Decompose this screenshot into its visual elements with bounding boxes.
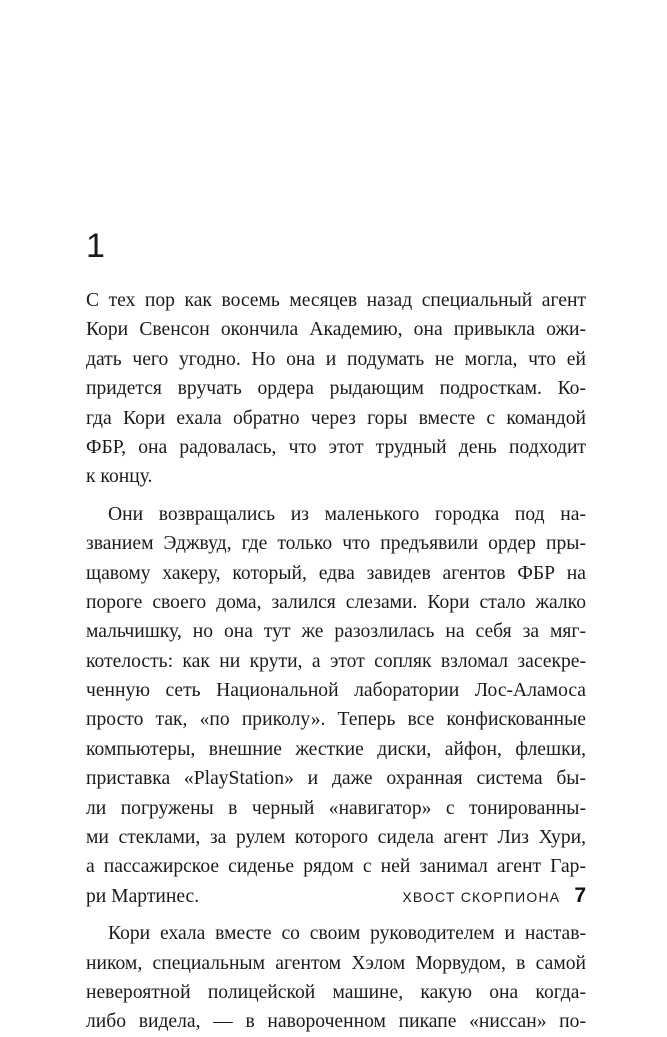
chapter-number: 1: [86, 227, 105, 265]
text-line: ри Мартинес.: [86, 885, 200, 907]
body-text: [86, 286, 586, 1037]
page-footer: [402, 884, 586, 908]
text-line: приставка «PlayStation» и даже охранная система бы-: [86, 768, 586, 790]
text-line: званием Эджвуд, где только что предъявили ордер пры-: [86, 533, 586, 555]
text-line: к концу.: [86, 466, 153, 488]
paragraph-gap: [86, 911, 586, 919]
running-title: ХВОСТ СКОРПИОНА: [402, 889, 561, 905]
text-line: Кори ехала вместе со своим руководителем и настав-: [108, 923, 586, 945]
text-line: а пассажирское сиденье рядом с ней занимал агент Гар-: [86, 856, 586, 878]
text-line: пороге своего дома, залился слезами. Кори стало жалко: [86, 591, 586, 613]
text-line: дать чего угодно. Но она и подумать не могла, что ей: [86, 348, 586, 370]
text-line: мальчишку, но она тут же разозлилась на себя за мяг-: [86, 621, 586, 643]
text-line: ми стеклами, за рулем которого сидела агент Лиз Хури,: [86, 827, 586, 849]
text-line: Они возвращались из маленького городка под на-: [108, 503, 586, 525]
text-line: котелость: как ни крути, а этот сопляк взломал засекре-: [86, 650, 586, 672]
text-line: С тех пор как восемь месяцев назад специальный агент: [86, 290, 586, 311]
text-line: невероятной полицейской машине, какую она когда-: [86, 981, 586, 1003]
paragraph-2: [86, 500, 586, 911]
text-line: гда Кори ехала обратно через горы вместе с командой: [86, 407, 586, 429]
text-line: придется вручать ордера рыдающим подросткам. Ко-: [86, 378, 586, 400]
text-line: просто так, «по приколу». Теперь все конфискованные: [86, 709, 586, 731]
paragraph-3: [86, 919, 586, 1037]
text-line: компьютеры, внешние жесткие диски, айфон, флешки,: [86, 738, 586, 760]
text-line: ли погружены в черный «навигатор» с тонированны-: [86, 797, 586, 819]
text-line: либо видела, — в навороченном пикапе «ниссан» по-: [86, 1011, 586, 1033]
text-line: ФБР, она радовалась, что этот трудный день подходит: [86, 436, 586, 458]
text-line: Кори Свенсон окончила Академию, она привыкла ожи-: [86, 319, 586, 341]
text-line: щавому хакеру, который, едва завидев агентов ФБР на: [86, 562, 586, 584]
paragraph-gap: [86, 492, 586, 500]
paragraph-1: [86, 286, 586, 492]
text-line: ченную сеть Национальной лаборатории Лос-Аламоса: [86, 680, 586, 702]
page-number: 7: [574, 884, 586, 907]
text-line: ником, специальным агентом Хэлом Морвудом, в самой: [86, 952, 586, 974]
